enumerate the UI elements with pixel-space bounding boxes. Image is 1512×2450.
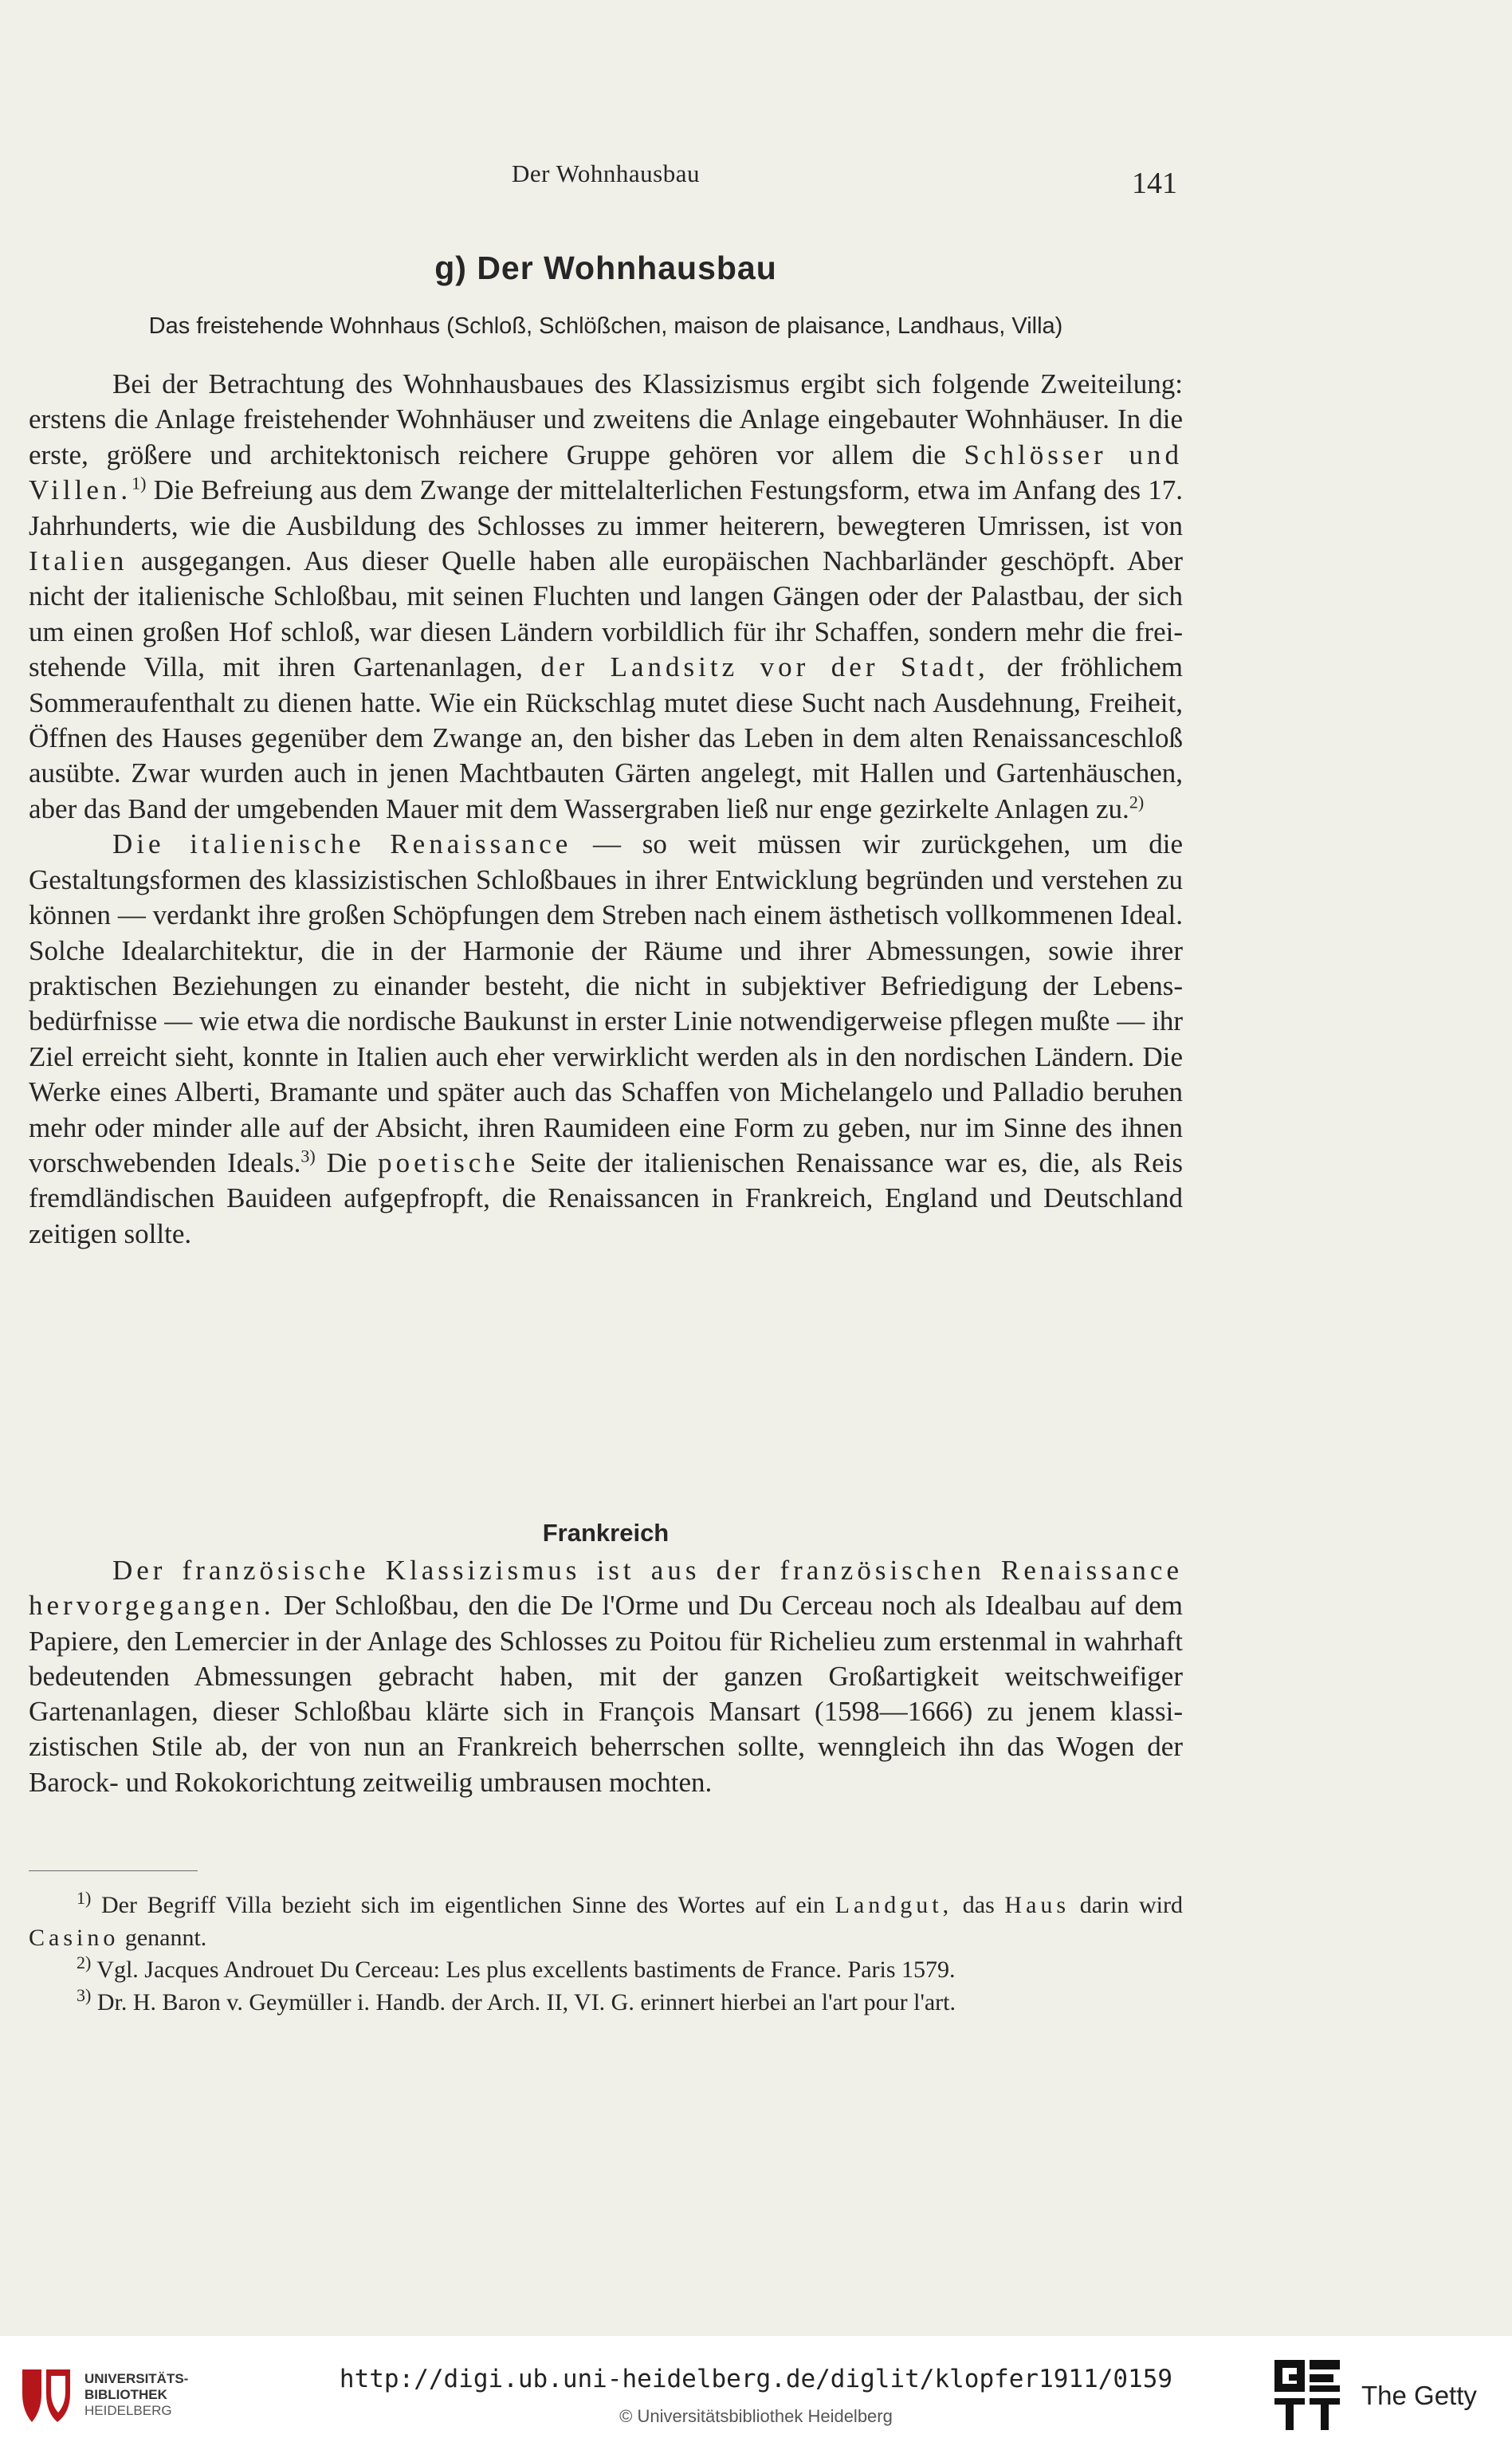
paragraph [29, 827, 1183, 1252]
footnote-divider [29, 1870, 198, 1871]
spaced-emphasis: Die italienische Renaissance [112, 828, 572, 860]
spaced-emphasis: Landgut, [835, 1892, 953, 1918]
main-text [29, 367, 1183, 1252]
page-number: 141 [1132, 167, 1177, 200]
footnotes [29, 1890, 1183, 2019]
footer-bar [0, 2336, 1512, 2450]
spaced-emphasis: der Landsitz vor der Stadt, [540, 651, 989, 683]
library-name-line: UNIVERSITÄTS- [84, 2371, 189, 2386]
footnote-ref: 2) [1129, 792, 1145, 812]
text-run: Der Schloßbau, den die De l'Orme und Du Cerceau noch als Idealbau auf dem Papiere, den Lemercier in der Anlage des Schlosses zu Poitou für Richelieu zum erstenmal in wahrhaft bedeutenden Abmessungen gebracht haben, mit der ganzen Großartigkeit weitschweifiger Gartenanlagen, dieser Schloßbau klärte sich in François Mansart (1598—1666) zu jenem klassizistischen Stile ab, der von nun an Frankreich beherrschen sollte, wenngleich ihn das Wogen der Barock- und Rokokorichtung zeitweilig umbrausen mochten. [29, 1590, 1183, 1798]
text-run: Die [315, 1146, 379, 1178]
chapter-subtitle: Das freistehende Wohnhaus (Schloß, Schlößchen, maison de plaisance, Landhaus, Villa) [148, 313, 1063, 339]
text-run: das [952, 1892, 1005, 1918]
text-run: Bei der Betrachtung des Wohnhausbaues des Klassizismus ergibt sich folgende Zweiteilung: erstens die Anlage freistehender Wohnhäuser und zweitens die Anlage eingebauter Wohnhäuser. In die erste, größere und architektonisch reichere Gruppe gehören vor allem die [29, 368, 1183, 470]
paragraph [29, 367, 1183, 827]
spaced-emphasis: Casino [29, 1924, 120, 1951]
spaced-emphasis: Italien [29, 545, 128, 577]
text-run: ausgegangen. Aus dieser Quelle haben alle europäischen Nachbarländer geschöpft. Aber nicht der italienische Schloßbau, mit seinen Fluchten und langen Gängen oder der Palastbau, der sich um einen großen Hof schloß, war diesen Ländern vorbildlich für ihr Schaffen, sondern mehr die freistehende Villa, mit ihren Gartenanlagen, [29, 545, 1183, 683]
text-run: Dr. H. Baron v. Geymüller i. Handb. der Arch. II, VI. G. erinnert hierbei an l'art pour l'art. [91, 1988, 956, 2015]
library-name-line: BIBLIOTHEK [84, 2387, 167, 2402]
chapter-title: g) Der Wohnhausbau [434, 250, 777, 286]
text-run: genannt. [119, 1924, 207, 1951]
running-title: Der Wohnhausbau [511, 159, 701, 187]
footnote [29, 1954, 1183, 1987]
permalink-url[interactable]: http://digi.ub.uni-heidelberg.de/diglit/klopfer1911/0159 [339, 2365, 1173, 2393]
text-run: Vgl. Jacques Androuet Du Cerceau: Les plus excellents bastiments de France. Paris 1579. [91, 1956, 956, 1983]
footnote-ref: 3) [300, 1146, 316, 1166]
text-run: darin wird [1070, 1892, 1183, 1918]
footnote [29, 1984, 1183, 2019]
footnote-mark: 3) [77, 1984, 92, 2005]
spaced-emphasis: Der französische Klassizismus ist aus der französischen Renaissance hervorgegangen. [29, 1555, 1183, 1622]
footnote-ref: 1) [132, 473, 147, 494]
section-heading: Frankreich [542, 1519, 670, 1547]
getty-logo-icon [1271, 2357, 1343, 2433]
getty-name: The Getty [1361, 2381, 1477, 2410]
footnote-mark: 1) [77, 1888, 92, 1908]
footnote [29, 1890, 1183, 1954]
footnote-mark: 2) [77, 1953, 92, 1972]
spaced-emphasis: Haus [1004, 1892, 1070, 1918]
section-text [29, 1553, 1183, 1800]
text-run: Der Begriff Villa bezieht sich im eigentlichen Sinne des Wortes auf ein [91, 1892, 835, 1918]
library-name-line: HEIDELBERG [84, 2403, 172, 2418]
paragraph [29, 1553, 1183, 1800]
text-run: Die Befreiung aus dem Zwange der mittelalterlichen Festungsform, etwa im Anfang des 17. Jahrhunderts, wie die Ausbildung des Schlosses zu immer heiterern, bewegteren Umrissen, ist von [29, 474, 1183, 541]
spaced-emphasis: Schlösser und Villen. [29, 438, 1184, 506]
text-run: Seite der italienischen Renaissance war es, die, als Reis fremdländischen Bauideen aufgepfropft, die Renaissancen in Frankreich, England und Deutschland zeitigen sollte. [29, 1146, 1183, 1249]
text-run: — so weit müssen wir zurückgehen, um die Gestaltungsformen des klassizistischen Schloßbaues in ihrer Entwicklung begründen und verstehen zu können — verdankt ihre großen Schöpfungen dem Streben nach einem ästhetisch vollkommenen Ideal. Solche Idealarchitektur, die in der Harmonie der Räume und ihrer Abmessungen, sowie ihrer praktischen Beziehungen zu einander besteht, die nicht in subjektiver Befriedigung der Lebensbedürfnisse — wie etwa die nordische Baukunst in erster Linie notwendigerweise pflegen mußte — ihr Ziel erreicht sieht, konnte in Italien auch eher verwirklicht werden als in den nordischen Ländern. Die Werke eines Alberti, Bramante und später auch das Schaffen von Michelangelo und Palladio beruhen mehr oder minder alle auf der Absicht, ihren Raumideen eine Form zu geben, nur im Sinne des ihnen vorschwebenden Ideals. [29, 828, 1183, 1178]
spaced-emphasis: poetische [378, 1146, 520, 1178]
text-run: der fröhlichem Sommeraufenthalt zu dienen hatte. Wie ein Rückschlag mutet diese Sucht nach Ausdehnung, Freiheit, Öffnen des Hauses gegenüber dem Zwange an, den bisher das Leben in dem alten Renaissanceschloß ausübte. Zwar wurden auch in jenen Machtbauten Gärten angelegt, mit Hallen und Gartenhäuschen, aber das Band der umgebenden Mauer mit dem Wassergraben ließ nur enge gezirkelte Anlagen zu. [29, 651, 1183, 824]
copyright-notice: © Universitätsbibliothek Heidelberg [619, 2406, 893, 2426]
